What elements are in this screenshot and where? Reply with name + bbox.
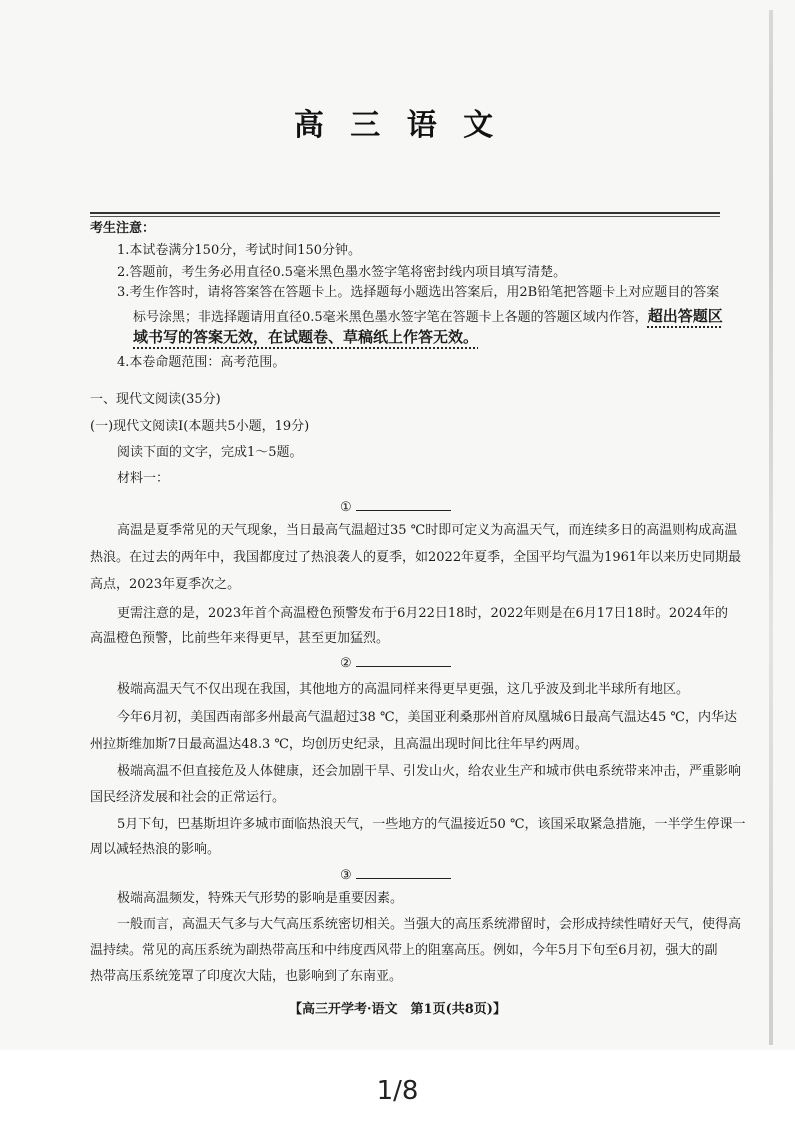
blank-number: ① [340, 500, 352, 515]
paragraph-line: 热浪。在过去的两年中，我国都度过了热浪袭人的夏季，如2022年夏季，全国平均气温为1961年以来历史同期最 [90, 550, 742, 565]
paragraph-line: 国民经济发展和社会的正常运行。 [90, 790, 286, 805]
notice-heading: 考生注意： [90, 221, 156, 236]
divider [90, 212, 720, 214]
paragraph-line: 一般而言，高温天气多与大气高压系统密切相关。当强大的高压系统滞留时，会形成持续性晴好天气，使得高 [117, 917, 742, 932]
paragraph-line: 高温橙色预警，比前些年来得更早，甚至更加猛烈。 [90, 631, 390, 646]
notice-item: 标号涂黑；非选择题请用直径0.5毫米黑色墨水签字笔在答题卡上各题的答题区域内作答， [133, 310, 648, 325]
paragraph-line: 州拉斯维加斯7日最高温达48.3 ℃，均创历史纪录，且高温出现时间比往年早约两周。 [90, 737, 588, 752]
paragraph-line: 周以减轻热浪的影响。 [90, 842, 221, 857]
answer-blank [356, 654, 451, 667]
blank-heading-1 [340, 498, 451, 515]
paragraph-line: 高点，2023年夏季次之。 [90, 577, 241, 592]
notice-emphasis: 域书写的答案无效，在试题卷、草稿纸上作答无效。 [133, 328, 479, 346]
page-indicator: 1/8 [376, 1076, 419, 1106]
paragraph-line: 温持续。常见的高压系统为副热带高压和中纬度西风带上的阻塞高压。例如，今年5月下旬至6月初，强大的副 [90, 943, 718, 958]
divider [90, 216, 720, 217]
paragraph-line: 极端高温天气不仅出现在我国，其他地方的高温同样来得更早更强，这几乎波及到北半球所有地区。 [117, 682, 690, 697]
page-title: 高 三 语 文 [293, 108, 502, 143]
paragraph-line: 极端高温不但直接危及人体健康，还会加剧干旱、引发山火，给农业生产和城市供电系统带来冲击，严重影响 [117, 764, 742, 779]
blank-number: ② [340, 656, 352, 671]
paragraph-line: 热带高压系统笼罩了印度次大陆，也影响到了东南亚。 [90, 969, 403, 984]
paragraph-line: 高温是夏季常见的天气现象，当日最高气温超过35 ℃时即可定义为高温天气，而连续多日的高温则构成高温 [117, 523, 738, 538]
paragraph-line: 极端高温频发，特殊天气形势的影响是重要因素。 [117, 891, 404, 906]
instruction: 阅读下面的文字，完成1～5题。 [117, 445, 303, 460]
notice-item: 4.本卷命题范围：高考范围。 [117, 355, 286, 370]
notice-emphasis: 超出答题区 [647, 307, 723, 325]
blank-heading-2 [340, 654, 451, 671]
paragraph-line: 今年6月初，美国西南部多州最高气温超过38 ℃，美国亚利桑那州首府凤凰城6日最高气温达45 ℃，内华达 [117, 710, 737, 725]
sub-heading: (一)现代文阅读Ⅰ(本题共5小题，19分) [90, 419, 310, 434]
paragraph-line: 更需注意的是，2023年首个高温橙色预警发布于6月22日18时，2022年则是在6月17日18时。2024年的 [117, 606, 728, 621]
material-label: 材料一： [117, 471, 170, 486]
blank-heading-3 [340, 866, 451, 883]
notice-item-continued [133, 307, 723, 327]
answer-blank [356, 498, 451, 511]
blank-number: ③ [340, 868, 352, 883]
answer-blank [356, 866, 451, 879]
section-heading: 一、现代文阅读(35分) [90, 392, 221, 407]
paragraph-line: 5月下旬，巴基斯坦许多城市面临热浪天气，一些地方的气温接近50 ℃，该国采取紧急措施，一半学生停课一 [117, 817, 746, 832]
notice-item: 1.本试卷满分150分，考试时间150分钟。 [117, 243, 362, 258]
page-footer: 【高三开学考·语文 第1页(共8页)】 [289, 1002, 506, 1017]
scan-edge [769, 10, 773, 1045]
notice-item: 3.考生作答时，请将答案答在答题卡上。选择题每小题选出答案后，用2B铅笔把答题卡上对应题目的答案 [117, 285, 720, 300]
notice-item: 2.答题前，考生务必用直径0.5毫米黑色墨水签字笔将密封线内项目填写清楚。 [117, 265, 567, 280]
